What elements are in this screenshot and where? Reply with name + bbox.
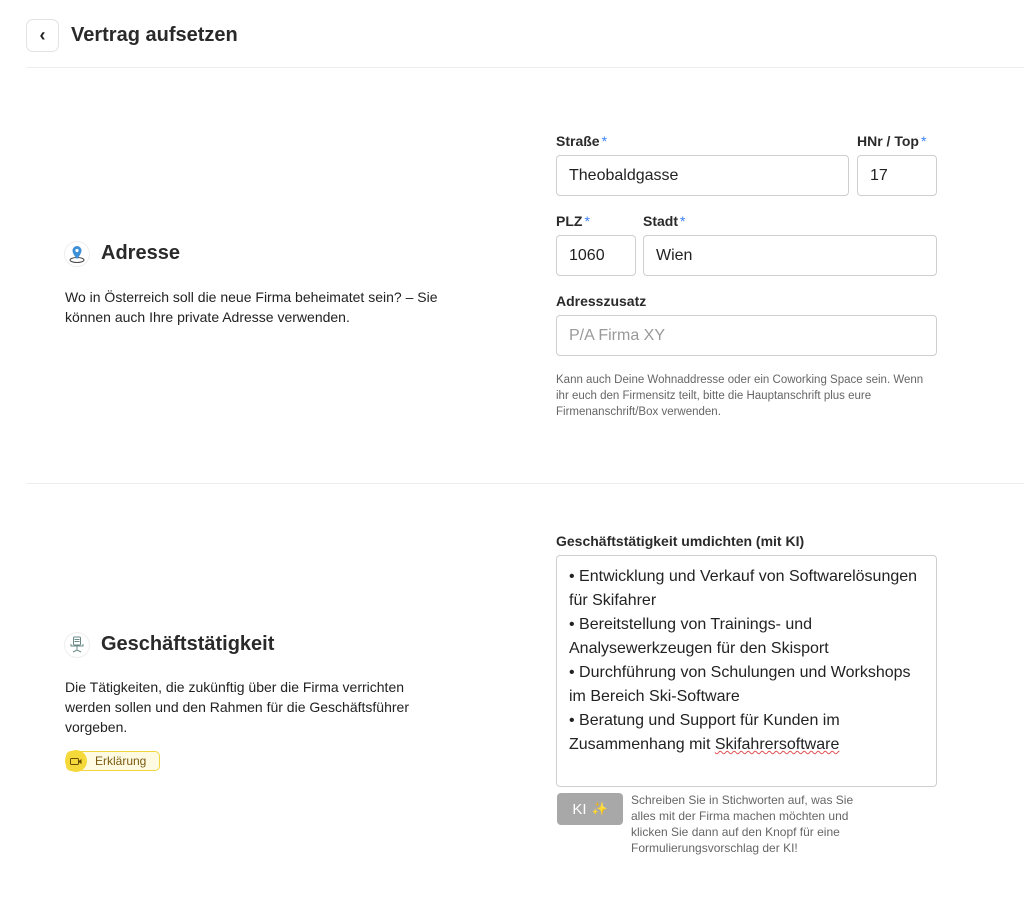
- zip-label: PLZ *: [556, 213, 590, 229]
- zip-input[interactable]: 1060: [556, 235, 636, 276]
- address-extra-input[interactable]: P/A Firma XY: [556, 315, 937, 356]
- map-pin-icon: [64, 241, 90, 267]
- divider: [26, 67, 1024, 68]
- house-number-input[interactable]: 17: [857, 155, 937, 196]
- business-textarea[interactable]: [556, 555, 937, 787]
- street-label: Straße *: [556, 133, 608, 149]
- street-input[interactable]: Theobaldgasse: [556, 155, 849, 196]
- business-description: Die Tätigkeiten, die zukünftig über die Firma verrichten werden sollen und den Rahmen für die Geschäftsführer vorgeben.: [65, 679, 409, 735]
- business-field-label: Geschäftstätigkeit umdichten (mit KI): [556, 533, 805, 549]
- chevron-left-icon: ‹: [39, 25, 46, 45]
- house-number-label: HNr / Top *: [857, 133, 927, 149]
- explanation-label: Erklärung: [95, 754, 147, 768]
- divider: [26, 483, 1024, 484]
- page-title: Vertrag aufsetzen: [71, 24, 238, 46]
- address-heading: Adresse: [101, 242, 180, 264]
- explanation-badge[interactable]: [66, 751, 160, 771]
- office-chair-icon: [64, 632, 90, 658]
- back-button[interactable]: [26, 19, 59, 52]
- business-text: • Entwicklung und Verkauf von Softwarelösungen für Skifahrer • Bereitstellung von Trainings- und Analysewerkzeugen für den Skisport • Durchführung von Schulungen und Workshops im Bereich Ski-Software • Beratung und Support für Kunden im Zusammenhang mit: [569, 568, 918, 753]
- city-label: Stadt *: [643, 213, 686, 229]
- ai-help-text: Schreiben Sie in Stichworten auf, was Sie alles mit der Firma machen möchten und klicken Sie dann auf den Knopf für eine Formulierungsvorschlag der KI!: [631, 793, 854, 855]
- misspelled-word: Skifahrersoftware: [714, 736, 840, 753]
- video-camera-icon: [65, 750, 87, 772]
- address-description: Wo in Österreich soll die neue Firma beheimatet sein? – Sie können auch Ihre private Adresse verwenden.: [65, 289, 438, 325]
- address-extra-label: Adresszusatz: [556, 293, 647, 309]
- ai-button[interactable]: [557, 793, 623, 825]
- city-input[interactable]: Wien: [643, 235, 937, 276]
- ai-button-label: KI: [572, 800, 587, 818]
- business-heading: Geschäftstätigkeit: [101, 633, 275, 655]
- address-help-text: Kann auch Deine Wohnaddresse oder ein Coworking Space sein. Wenn ihr euch den Firmensitz teilt, bitte die Hauptanschrift plus eure Firmenanschrift/Box verwenden.: [556, 374, 924, 418]
- sparkles-icon: ✨: [591, 801, 608, 816]
